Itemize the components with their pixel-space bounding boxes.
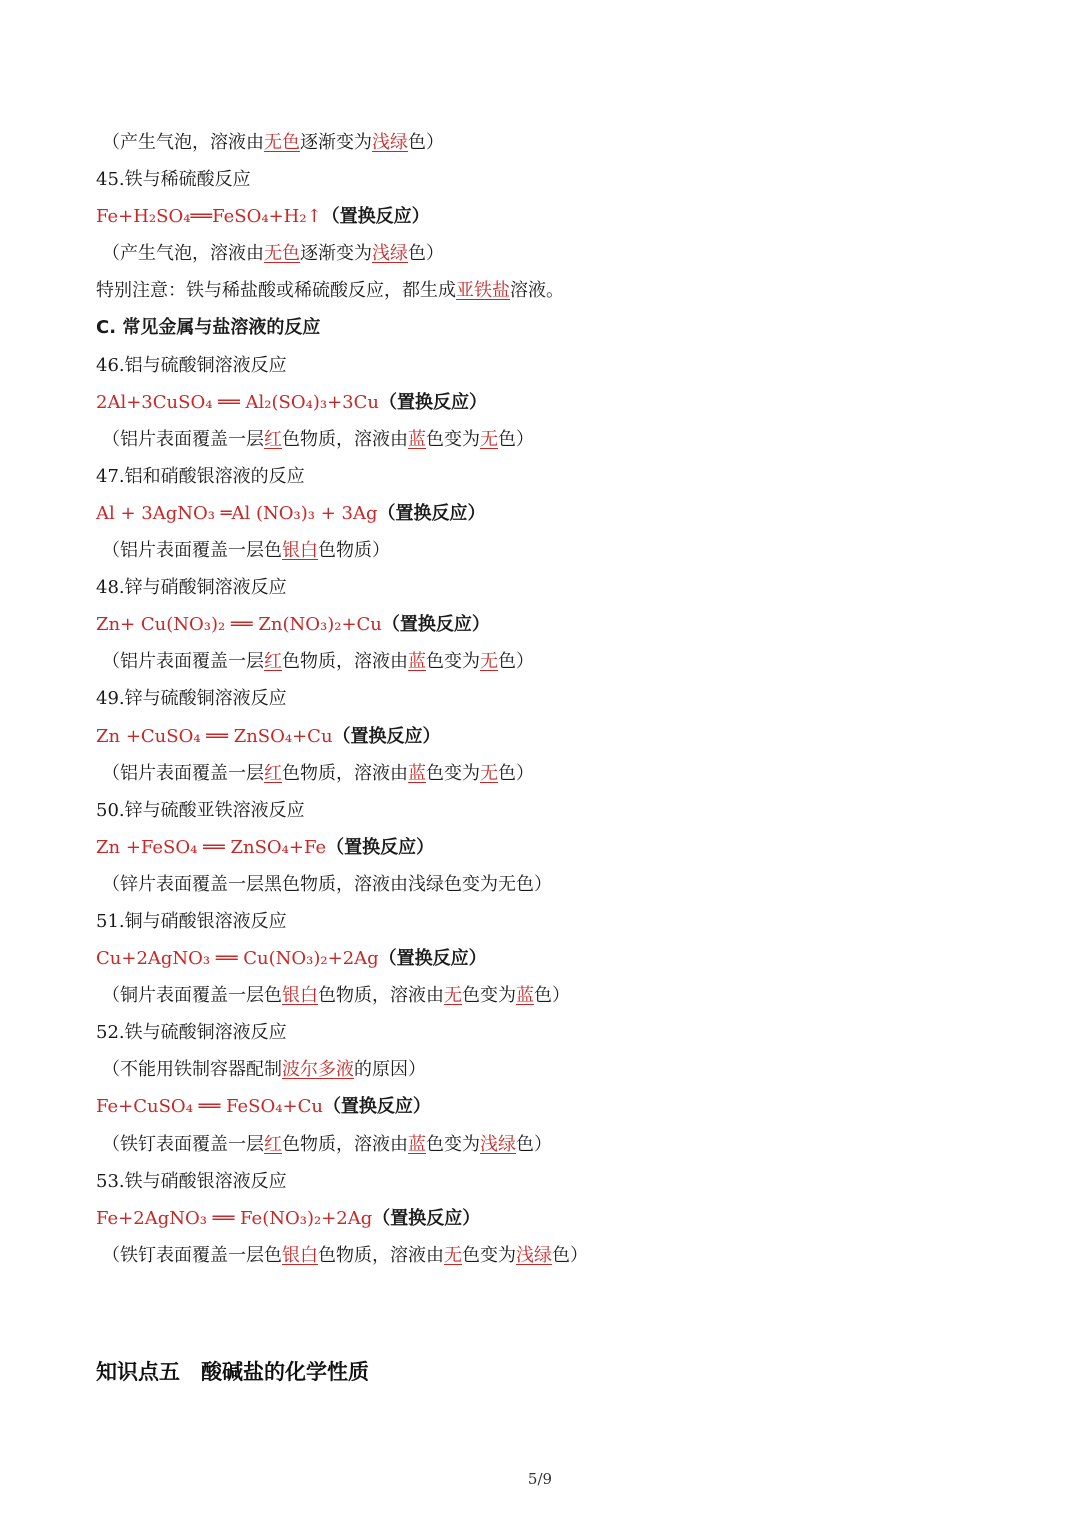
text-segment: 48.锌与硝酸铜溶液反应 (96, 577, 287, 599)
highlighted-term: 浅绿 (372, 243, 408, 265)
equation-line (96, 198, 996, 235)
highlighted-term: 无 (480, 651, 498, 673)
reaction-item-title (96, 1014, 996, 1051)
highlighted-term: 红 (264, 762, 282, 784)
observation-line (96, 235, 996, 272)
text-segment: （铁钉表面覆盖一层色 (102, 1244, 282, 1266)
special-note (96, 272, 996, 309)
observation-line (96, 866, 996, 903)
text-segment: 色物质，溶液由 (282, 762, 408, 784)
text-segment: 47.铝和硝酸银溶液的反应 (96, 465, 305, 487)
highlighted-term: 无色 (264, 243, 300, 265)
text-segment: （铝片表面覆盖一层 (102, 428, 264, 450)
text-segment: 色） (498, 651, 534, 673)
highlighted-term: 无 (444, 985, 462, 1007)
text-segment: （铝片表面覆盖一层 (102, 762, 264, 784)
text-segment: 色） (516, 1133, 552, 1155)
text-segment: 51.铜与硝酸银溶液反应 (96, 910, 287, 932)
highlighted-term: 无色 (264, 132, 300, 153)
text-segment: （铝片表面覆盖一层色 (102, 540, 282, 562)
text-segment: 特别注意：铁与稀盐酸或稀硫酸反应，都生成 (96, 280, 456, 302)
reaction-item-title (96, 569, 996, 606)
reaction-item-title (96, 1163, 996, 1200)
equation-line (96, 718, 996, 755)
highlighted-term: 无 (480, 428, 498, 450)
observation-line (96, 421, 996, 458)
text-segment: 色） (408, 243, 444, 265)
text-segment: （铝片表面覆盖一层 (102, 651, 264, 673)
highlighted-term: 无 (444, 1244, 462, 1266)
text-segment: （锌片表面覆盖一层黑色物质，溶液由浅绿色变为无色） (102, 873, 552, 895)
equation-line (96, 829, 996, 866)
observation-line (96, 1237, 996, 1274)
text-segment: （铁钉表面覆盖一层 (102, 1133, 264, 1155)
highlighted-term: 银白 (282, 985, 318, 1007)
highlighted-term: 红 (264, 428, 282, 450)
text-segment: 色变为 (426, 762, 480, 784)
text-segment: 49.锌与硫酸铜溶液反应 (96, 688, 287, 710)
highlighted-term: 蓝 (408, 1133, 426, 1155)
text-segment: 色） (498, 762, 534, 784)
equation-formula: Fe+H₂SO₄══FeSO₄+H₂↑ (96, 206, 322, 228)
text-segment: 逐渐变为 (300, 132, 372, 153)
text-segment: 色物质） (318, 540, 390, 562)
reaction-type-tag: （置换反应） (322, 1096, 431, 1118)
highlighted-term: 银白 (282, 1244, 318, 1266)
text-segment: 色） (498, 428, 534, 450)
text-segment: 色物质，溶液由 (318, 985, 444, 1007)
text-segment: 色物质，溶液由 (318, 1244, 444, 1266)
equation-line (96, 1088, 996, 1125)
text-segment: 色变为 (426, 651, 480, 673)
text-segment: （不能用铁制容器配制 (102, 1059, 282, 1081)
subsection-heading (96, 309, 996, 346)
reaction-item-title (96, 458, 996, 495)
equation-formula: Zn +CuSO₄ ══ ZnSO₄+Cu (96, 725, 333, 747)
text-segment: 46.铝与硫酸铜溶液反应 (96, 354, 287, 376)
reaction-type-tag: （置换反应） (326, 836, 435, 858)
reaction-item-title (96, 680, 996, 717)
highlighted-term: 浅绿 (516, 1244, 552, 1266)
text-segment: 色物质，溶液由 (282, 651, 408, 673)
reaction-type-tag: （置换反应） (372, 1207, 481, 1229)
equation-formula: Zn+ Cu(NO₃)₂ ══ Zn(NO₃)₂+Cu (96, 614, 382, 636)
text-segment: 溶液。 (510, 280, 564, 302)
highlighted-term: 银白 (282, 540, 318, 562)
text-segment: 52.铁与硫酸铜溶液反应 (96, 1022, 287, 1044)
equation-line (96, 384, 996, 421)
text-segment: 色） (534, 985, 570, 1007)
equation-line (96, 495, 996, 532)
text-segment: 50.锌与硫酸亚铁溶液反应 (96, 799, 305, 821)
text-segment: （产生气泡，溶液由 (102, 243, 264, 265)
equation-formula: Fe+CuSO₄ ══ FeSO₄+Cu (96, 1096, 323, 1118)
page-number: 5/9 (527, 1470, 553, 1488)
observation-line (96, 1126, 996, 1163)
reaction-type-tag: （置换反应） (332, 725, 441, 747)
text-segment: 色变为 (462, 1244, 516, 1266)
reaction-item-title (96, 792, 996, 829)
equation-formula: 2Al+3CuSO₄ ══ Al₂(SO₄)₃+3Cu (96, 391, 379, 413)
document-body (96, 124, 996, 1274)
highlighted-term: 浅绿 (372, 132, 408, 153)
highlighted-term: 蓝 (408, 428, 426, 450)
text-segment: 色变为 (426, 1133, 480, 1155)
text-segment: 色物质，溶液由 (282, 428, 408, 450)
highlighted-term: 浅绿 (480, 1133, 516, 1155)
equation-formula: Cu+2AgNO₃ ══ Cu(NO₃)₂+2Ag (96, 948, 379, 970)
text-segment: 53.铁与硝酸银溶液反应 (96, 1170, 287, 1192)
reaction-item-title (96, 347, 996, 384)
reaction-type-tag: （置换反应） (381, 614, 490, 636)
text-segment: C. 常见金属与盐溶液的反应 (96, 317, 321, 339)
equation-line (96, 606, 996, 643)
observation-line (96, 124, 996, 161)
observation-line (96, 1051, 996, 1088)
highlighted-term: 亚铁盐 (456, 280, 510, 302)
text-segment: 色） (408, 132, 444, 153)
observation-line (96, 977, 996, 1014)
reaction-item-title (96, 161, 996, 198)
text-segment: 的原因） (354, 1059, 426, 1081)
observation-line (96, 532, 996, 569)
highlighted-term: 无 (480, 762, 498, 784)
equation-line (96, 1200, 996, 1237)
equation-formula: Fe+2AgNO₃ ══ Fe(NO₃)₂+2Ag (96, 1207, 373, 1229)
text-segment: 色变为 (426, 428, 480, 450)
observation-line (96, 643, 996, 680)
highlighted-term: 波尔多液 (282, 1059, 354, 1081)
equation-formula: Al + 3AgNO₃ ═Al (NO₃)₃ + 3Ag (96, 502, 378, 524)
text-segment: 逐渐变为 (300, 243, 372, 265)
observation-line (96, 755, 996, 792)
text-segment: （产生气泡，溶液由 (102, 132, 264, 153)
highlighted-term: 红 (264, 651, 282, 673)
text-segment: 45.铁与稀硫酸反应 (96, 169, 251, 191)
text-segment: 色物质，溶液由 (282, 1133, 408, 1155)
text-segment: （铜片表面覆盖一层色 (102, 985, 282, 1007)
text-segment: 色） (552, 1244, 588, 1266)
highlighted-term: 红 (264, 1133, 282, 1155)
reaction-type-tag: （置换反应） (321, 206, 430, 228)
highlighted-term: 蓝 (408, 651, 426, 673)
equation-line (96, 940, 996, 977)
equation-formula: Zn +FeSO₄ ══ ZnSO₄+Fe (96, 836, 327, 858)
text-segment: 色变为 (462, 985, 516, 1007)
reaction-type-tag: （置换反应） (378, 948, 487, 970)
reaction-item-title (96, 903, 996, 940)
reaction-type-tag: （置换反应） (377, 502, 486, 524)
reaction-type-tag: （置换反应） (378, 391, 487, 413)
section-title: 知识点五 酸碱盐的化学性质 (96, 1360, 369, 1384)
highlighted-term: 蓝 (408, 762, 426, 784)
highlighted-term: 蓝 (516, 985, 534, 1007)
